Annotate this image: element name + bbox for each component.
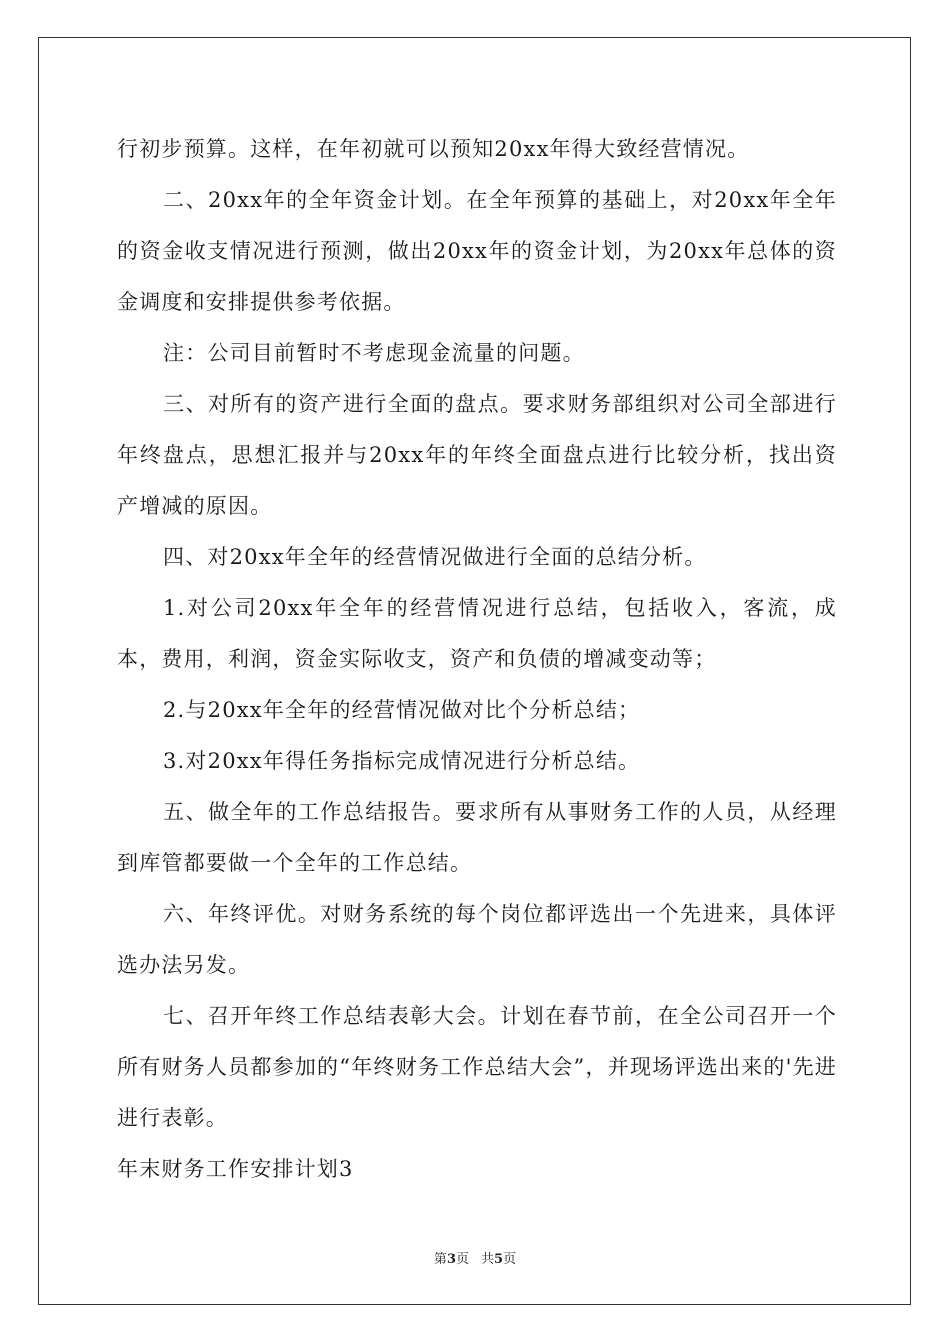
paragraph-work-report: 五、做全年的工作总结报告。要求所有从事财务工作的人员，从经理到库管都要做一个全年的工作总结。: [117, 800, 837, 875]
footer-total-suffix: 页: [503, 1252, 517, 1267]
footer-page-current: 3: [446, 1252, 456, 1267]
paragraph-fund-plan: 二、20xx年的全年资金计划。在全年预算的基础上，对20xx年全年的资金收支情况进行预测，做出20xx年的资金计划，为20xx年总体的资金调度和安排提供参考依据。: [117, 188, 837, 314]
paragraph-year-end-award: 六、年终评优。对财务系统的每个岗位都评选出一个先进来，具体评选办法另发。: [117, 902, 837, 977]
list-item-2: 2.与20xx年全年的经营情况做对比个分析总结；: [163, 698, 641, 722]
paragraph-note: 注：公司目前暂时不考虑现金流量的问题。: [163, 341, 585, 365]
paragraph-commendation-meeting: 七、召开年终工作总结表彰大会。计划在春节前，在全公司召开一个所有财务人员都参加的“年终财务工作总结大会”，并现场评选出来的'先进进行表彰。: [117, 1004, 837, 1130]
list-item-1: 1.对公司20xx年全年的经营情况进行总结，包括收入，客流，成本，费用，利润，资金实际收支，资产和负债的增减变动等；: [117, 596, 837, 671]
page-footer: [0, 1248, 950, 1267]
document-body: [117, 124, 837, 1195]
paragraph-asset-inventory: 三、对所有的资产进行全面的盘点。要求财务部组织对公司全部进行年终盘点，思想汇报并与20xx年的年终全面盘点进行比较分析，找出资产增减的原因。: [117, 392, 837, 518]
footer-page-suffix: 页: [455, 1252, 469, 1267]
footer-total-prefix: 共: [481, 1252, 495, 1267]
paragraph-continuation: 行初步预算。这样，在年初就可以预知20xx年得大致经营情况。: [117, 137, 750, 161]
footer-page-prefix: 第: [433, 1252, 447, 1267]
footer-page-total: 5: [494, 1252, 504, 1267]
section-heading: 年末财务工作安排计划3: [117, 1157, 354, 1181]
list-item-3: 3.对20xx年得任务指标完成情况进行分析总结。: [163, 749, 641, 773]
paragraph-business-summary: 四、对20xx年全年的经营情况做进行全面的总结分析。: [163, 545, 707, 569]
